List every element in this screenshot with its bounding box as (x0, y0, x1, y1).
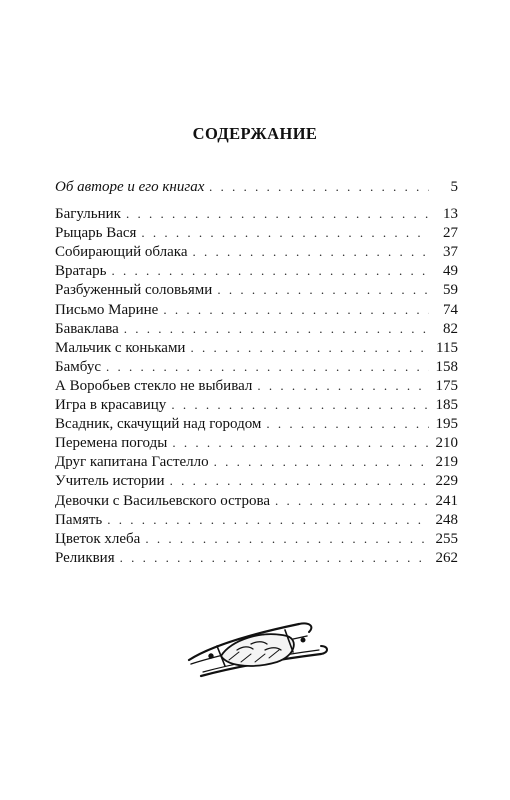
toc-entry (55, 433, 458, 452)
toc-entry-label: Бамбус (55, 358, 101, 375)
toc-entry (55, 242, 458, 261)
leader-dots (170, 471, 429, 490)
toc-entry-label: Игра в красавицу (55, 397, 167, 414)
toc-entry-page: 255 (435, 530, 458, 547)
toc-entry (55, 357, 458, 376)
toc-entry-label: Память (55, 511, 103, 528)
toc-entry-page: 49 (443, 263, 458, 280)
toc-entry (55, 414, 458, 433)
leader-dots (171, 395, 429, 414)
leader-dots (172, 433, 429, 452)
toc-entry-page: 241 (435, 492, 458, 509)
toc-entry-page: 74 (443, 301, 458, 318)
leader-dots (141, 223, 429, 242)
toc-entry-page: 82 (443, 320, 458, 337)
toc-entry-page: 219 (435, 454, 458, 471)
toc-entry (55, 510, 458, 529)
toc-entry-page: 59 (443, 282, 458, 299)
toc-entry (55, 395, 458, 414)
toc-entry-page: 115 (436, 339, 458, 356)
toc-entry-page: 27 (443, 225, 458, 242)
toc-entry (55, 300, 458, 319)
leader-dots (126, 204, 429, 223)
toc-entry-label: Об авторе и его книгах (55, 179, 205, 195)
toc-entry-page: 248 (435, 511, 458, 528)
leader-dots (145, 529, 429, 548)
toc-entry-page: 13 (443, 206, 458, 223)
leader-dots (266, 414, 429, 433)
toc-entry-label: Письмо Марине (55, 301, 159, 318)
toc-entry-intro (55, 177, 458, 196)
toc-entry-label: Багульник (55, 206, 121, 223)
toc-entry-label: Девочки с Васильевского острова (55, 492, 271, 509)
leader-dots (124, 319, 429, 338)
page-title: СОДЕРЖАНИЕ (192, 124, 318, 143)
leader-dots (257, 376, 429, 395)
leader-dots (112, 261, 429, 280)
toc-entry (55, 204, 458, 223)
toc-entry (55, 319, 458, 338)
toc-entry (55, 261, 458, 280)
leader-dots (120, 548, 429, 567)
toc-entry (55, 376, 458, 395)
toc-entry (55, 452, 458, 471)
toc-entry (55, 548, 458, 567)
toc-entry-label: Мальчик с коньками (55, 339, 186, 356)
toc-entry (55, 471, 458, 490)
skates-with-bread-illustration-icon (181, 616, 331, 682)
toc-entry-label: Вратарь (55, 263, 107, 280)
toc-entry-label: Друг капитана Гастелло (55, 454, 209, 471)
toc-entry-label: А Воробьев стекло не выбивал (55, 377, 253, 394)
leader-dots (214, 452, 429, 471)
toc-entry (55, 280, 458, 299)
toc-entry-page: 5 (450, 179, 458, 195)
toc-entry-label: Собирающий облака (55, 244, 188, 261)
toc-entry-page: 210 (435, 435, 458, 452)
leader-dots (275, 491, 429, 510)
toc-entry-label: Рыцарь Вася (55, 225, 137, 242)
toc-entry-page: 185 (435, 397, 458, 414)
toc-entry-page: 175 (435, 377, 458, 394)
toc-entry-page: 158 (435, 358, 458, 375)
toc-entry-label: Разбуженный соловьями (55, 282, 213, 299)
toc-entry-page: 262 (435, 549, 458, 566)
toc-entry-page: 229 (435, 473, 458, 490)
leader-dots (107, 510, 429, 529)
toc-entry-page: 37 (443, 244, 458, 261)
leader-dots (106, 357, 429, 376)
table-of-contents (55, 177, 458, 567)
toc-entry-label: Цветок хлеба (55, 530, 141, 547)
leader-dots (193, 242, 429, 261)
toc-entry (55, 529, 458, 548)
toc-entry-page: 195 (435, 416, 458, 433)
toc-entry (55, 338, 458, 357)
leader-dots (190, 338, 429, 357)
toc-entry-label: Учитель истории (55, 473, 165, 490)
toc-entry-label: Реликвия (55, 549, 115, 566)
toc-entry (55, 491, 458, 510)
leader-dots (217, 280, 429, 299)
toc-entry (55, 223, 458, 242)
toc-entry-label: Перемена погоды (55, 435, 168, 452)
leader-dots (209, 177, 429, 196)
toc-entry-label: Баваклава (55, 320, 119, 337)
leader-dots (163, 300, 429, 319)
toc-entry-label: Всадник, скачущий над городом (55, 416, 262, 433)
